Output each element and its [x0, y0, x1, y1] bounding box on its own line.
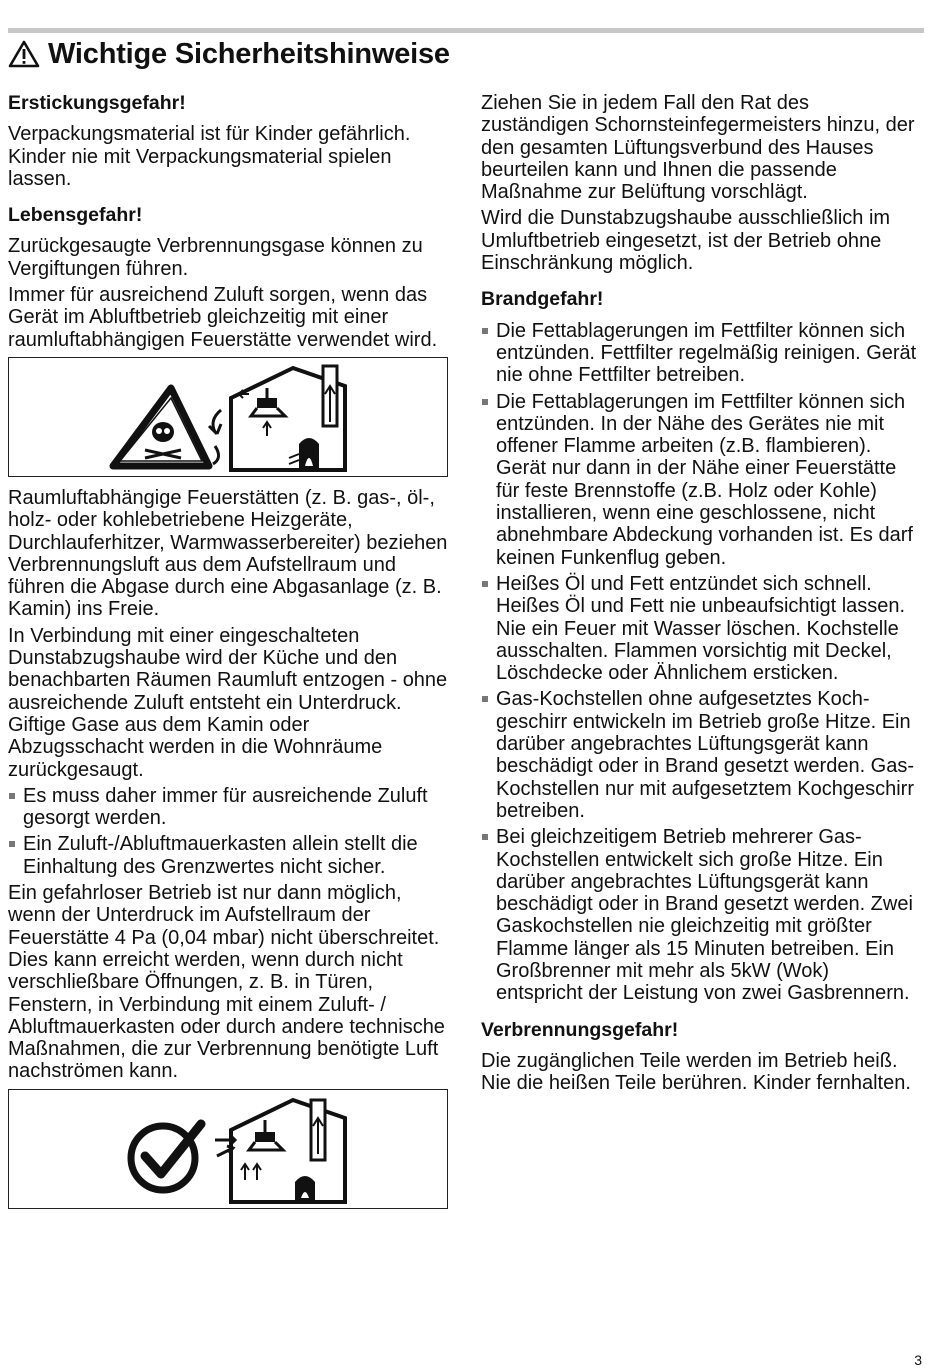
heading-danger-to-life: Lebensgefahr!: [8, 204, 143, 227]
paragraph: Wird die Dunstabzugshaube ausschließlich im Umluftbetrieb eingesetzt, ist der Betrieb ohne Einschränkung möglich.: [481, 207, 891, 275]
list-item: Bei gleichzeitigem Betrieb mehrerer Gas-Kochstellen entwickelt sich große Hitze. Ein darüber angebrachtes Lüftungsgerät kann beschädigt oder in Brand gesetzt werden. Zwei Gaskochstellen nie gleichzeitig mit größter Flamme länger als 15 Minuten betreiben. Ein Großbrenner mit mehr als 5kW (Wok) entspricht der Leistung von zwei Gasbrennern.: [481, 826, 921, 1004]
list-item: Heißes Öl und Fett entzündet sich schnell. Heißes Öl und Fett nie unbeaufsichtigt lassen. Nie ein Feuer mit Wasser löschen. Kochstelle ausschalten. Flammen vorsichtig mit Deckel, Löschdecke oder Ähnlichem ersticken.: [481, 573, 921, 684]
bullet-list: [8, 785, 448, 878]
left-column: [8, 92, 448, 1219]
bullet-list: [481, 320, 921, 1005]
paragraph: Zurückgesaugte Verbrennungsgase können zu Vergiftungen führen.: [8, 235, 423, 280]
paragraph: Ein gefahrloser Betrieb ist nur dann möglich, wenn der Unterdruck im Aufstellraum der Feuerstätte 4 Pa (0,04 mbar) nicht überschreitet. Dies kann erreicht werden, wenn durch nicht verschließbare Öffnungen, z. B. in Türen, Fenstern, in Verbindung mit einem Zuluft- / Abluftmauerkasten oder durch andere technische Maßnahmen, die zur Verbrennung benötigte Luft nachströmen kann.: [8, 882, 445, 1083]
right-column: [481, 92, 921, 1098]
heading-suffocation: Erstickungsgefahr!: [8, 92, 186, 114]
list-item: Gas-Kochstellen ohne aufgesetztes Kochgeschirr entwickeln im Betrieb große Hitze. Ein darüber angebrachtes Lüftungsgerät kann beschädigt oder in Brand gesetzt werden. Gas-Kochstellen nur mit aufgesetztem Kochgeschirr betreiben.: [481, 688, 921, 822]
page-title: [8, 36, 450, 72]
paragraph: Ziehen Sie in jedem Fall den Rat des zuständigen Schornsteinfegermeisters hinzu, der den gesamten Lüftungsverbund des Hauses beurteilen kann und Ihnen die passende Maßnahme zur Belüftung vorschlägt.: [481, 92, 915, 204]
paragraph: Immer für ausreichend Zuluft sorgen, wenn das Gerät im Abluftbetrieb gleichzeitig mit einer raumluftabhängigen Feuerstätte verwendet wird.: [8, 284, 438, 351]
list-item: Die Fettablagerungen im Fettfilter können sich entzünden. In der Nähe des Gerätes nie mit offener Flamme arbeiten (z.B. flambieren). Gerät nur dann in der Nähe einer Feuerstätte für feste Brennstoffe (z.B. Holz oder Kohle) installieren, wenn eine geschlossene, nicht abnehmbare Abdeckung vorhanden ist. Es darf keinen Funkenflug geben.: [481, 391, 921, 569]
skull-warning-icon: [113, 388, 209, 466]
danger-illustration: [8, 357, 448, 477]
warning-triangle-icon: [8, 40, 40, 68]
airflow-arrow-icon: [213, 446, 219, 464]
paragraph: Raumluftabhängige Feuerstätten (z. B. gas-, öl-, holz- oder kohlebetriebene Heizgeräte, Durchlauferhitzer, Warmwasserbereiter) beziehen Verbrennungsluft aus dem Aufstellraum und führen die Abgase durch eine Abgasanlage (z. B. Kamin) ins Freie.: [8, 486, 448, 621]
heading-burn-hazard: Verbrennungsgefahr!: [481, 1018, 679, 1041]
header-rule: [8, 28, 924, 33]
page-number: 3: [914, 1352, 922, 1368]
page-title-text: Wichtige Sicherheitshinweise: [48, 37, 450, 70]
heading-fire-hazard: Brandgefahr!: [481, 288, 604, 311]
house-diagram-icon: [215, 1100, 345, 1202]
house-diagram-icon: [231, 366, 345, 470]
safe-illustration: [8, 1089, 448, 1209]
list-item: Es muss daher immer für ausreichende Zuluft gesorgt werden.: [8, 785, 448, 830]
paragraph: Verpackungsmaterial ist für Kinder gefährlich. Kinder nie mit Verpackungsmaterial spielen lassen.: [8, 123, 411, 190]
list-item: Ein Zuluft-/Abluftmauerkasten allein stellt die Einhaltung des Grenzwertes nicht sicher.: [8, 833, 448, 878]
paragraph: In Verbindung mit einer eingeschalteten Dunstabzugshaube wird der Küche und den benachbarten Räumen Raumluft entzogen - ohne ausreichende Zuluft entsteht ein Unterdruck. Giftige Gase aus dem Kamin oder Abzugsschacht werden in die Wohnräume zurückgesaugt.: [8, 624, 448, 781]
check-mark-icon: [131, 1124, 201, 1190]
list-item: Die Fettablagerungen im Fettfilter können sich entzünden. Fettfilter regelmäßig reinigen. Gerät nie ohne Fettfilter betreiben.: [481, 320, 921, 387]
paragraph: Die zugänglichen Teile werden im Betrieb heiß. Nie die heißen Teile berühren. Kinder fernhalten.: [481, 1049, 911, 1095]
